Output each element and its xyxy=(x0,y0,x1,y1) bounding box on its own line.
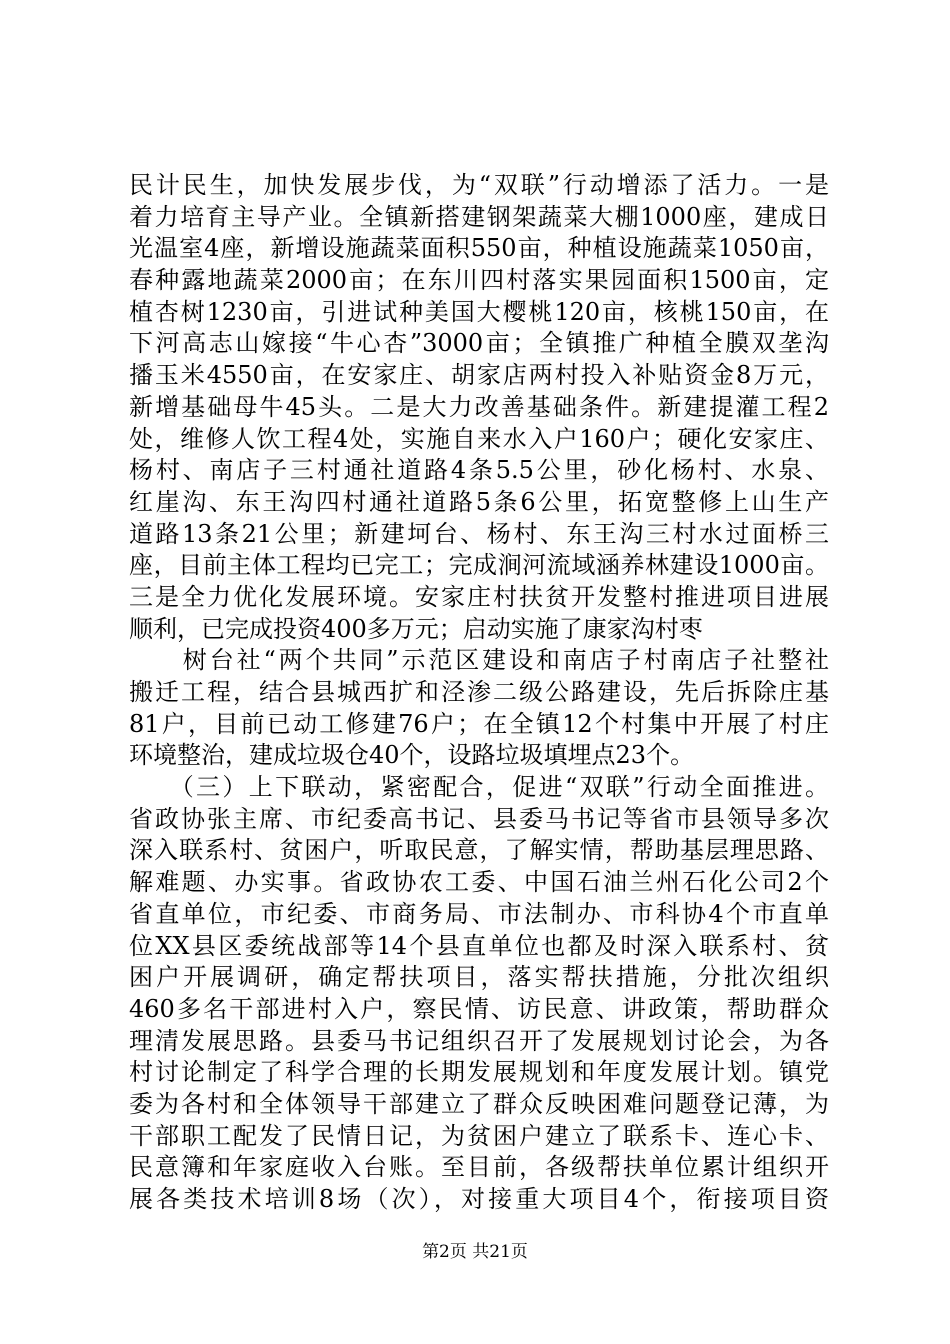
text-line: 光温室4座，新增设施蔬菜面积550亩，种植设施蔬菜1050亩， xyxy=(129,234,829,263)
text-line: 着力培育主导产业。全镇新搭建钢架蔬菜大棚1000座，建成日 xyxy=(129,202,829,231)
text-line: 红崖沟、东王沟四村通社道路5条6公里，拓宽整修上山生产 xyxy=(129,487,829,516)
text-line: 展各类技术培训8场（次），对接重大项目4个，衔接项目资 xyxy=(129,1185,829,1213)
text-line: 委为各村和全体领导干部建立了群众反映困难问题登记薄，为 xyxy=(129,1089,829,1118)
text-line: 座，目前主体工程均已完工；完成涧河流域涵养林建设1000亩。 xyxy=(129,551,829,580)
text-line: 植杏树1230亩，引进试种美国大樱桃120亩，核桃150亩，在 xyxy=(129,297,829,326)
text-line: 顺利，已完成投资400多万元；启动实施了康家沟村枣 xyxy=(129,614,703,643)
text-line: 树台社“两个共同”示范区建设和南店子村南店子社整社 xyxy=(129,646,829,675)
text-line: 解难题、办实事。省政协农工委、中国石油兰州石化公司2个 xyxy=(129,868,829,897)
text-line: 下河高志山嫁接“牛心杏”3000亩；全镇推广种植全膜双垄沟 xyxy=(129,329,829,358)
text-line: 460多名干部进村入户，察民情、访民意、讲政策，帮助群众 xyxy=(129,994,829,1023)
text-line: 播玉米4550亩，在安家庄、胡家店两村投入补贴资金8万元， xyxy=(129,361,829,390)
text-line: 道路13条21公里；新建坷台、杨村、东王沟三村水过面桥三 xyxy=(129,519,829,548)
text-line: 环境整治，建成垃圾仓40个，设路垃圾填埋点23个。 xyxy=(129,741,695,770)
text-line: （三）上下联动，紧密配合，促进“双联”行动全面推进。 xyxy=(129,773,829,802)
text-line: 理清发展思路。县委马书记组织召开了发展规划讨论会，为各 xyxy=(129,1026,829,1055)
text-line: 春种露地蔬菜2000亩；在东川四村落实果园面积1500亩，定 xyxy=(129,266,829,295)
text-line: 民意簿和年家庭收入台账。至目前，各级帮扶单位累计组织开 xyxy=(129,1153,829,1182)
text-line: 新增基础母牛45头。二是大力改善基础条件。新建提灌工程2 xyxy=(129,392,829,421)
text-line: 村讨论制定了科学合理的长期发展规划和年度发展计划。镇党 xyxy=(129,1058,829,1087)
text-line: 省政协张主席、市纪委高书记、县委马书记等省市县领导多次 xyxy=(129,804,829,833)
text-line: 处，维修人饮工程4处，实施自来水入户160户；硬化安家庄、 xyxy=(129,424,829,453)
document-body xyxy=(129,170,829,1216)
text-line: 三是全力优化发展环境。安家庄村扶贫开发整村推进项目进展 xyxy=(129,582,829,611)
text-line: 81户，目前已动工修建76户；在全镇12个村集中开展了村庄 xyxy=(129,709,829,738)
text-line: 搬迁工程，结合县城西扩和泾渗二级公路建设，先后拆除庄基 xyxy=(129,678,829,706)
text-line: 杨村、南店子三村通社道路4条5.5公里，砂化杨村、水泉、 xyxy=(129,456,829,485)
text-line: 位XX县区委统战部等14个县直单位也都及时深入联系村、贫 xyxy=(129,931,829,960)
text-line: 干部职工配发了民情日记，为贫困户建立了联系卡、连心卡、 xyxy=(129,1121,829,1150)
text-line: 省直单位，市纪委、市商务局、市法制办、市科协4个市直单 xyxy=(129,899,829,928)
text-line: 民计民生，加快发展步伐，为“双联”行动增添了活力。一是 xyxy=(129,171,829,199)
page-footer: 第2页 共21页 xyxy=(422,1242,528,1262)
text-line: 深入联系村、贫困户，听取民意，了解实情，帮助基层理思路、 xyxy=(129,836,829,865)
text-line: 困户开展调研，确定帮扶项目，落实帮扶措施，分批次组织 xyxy=(129,963,829,992)
